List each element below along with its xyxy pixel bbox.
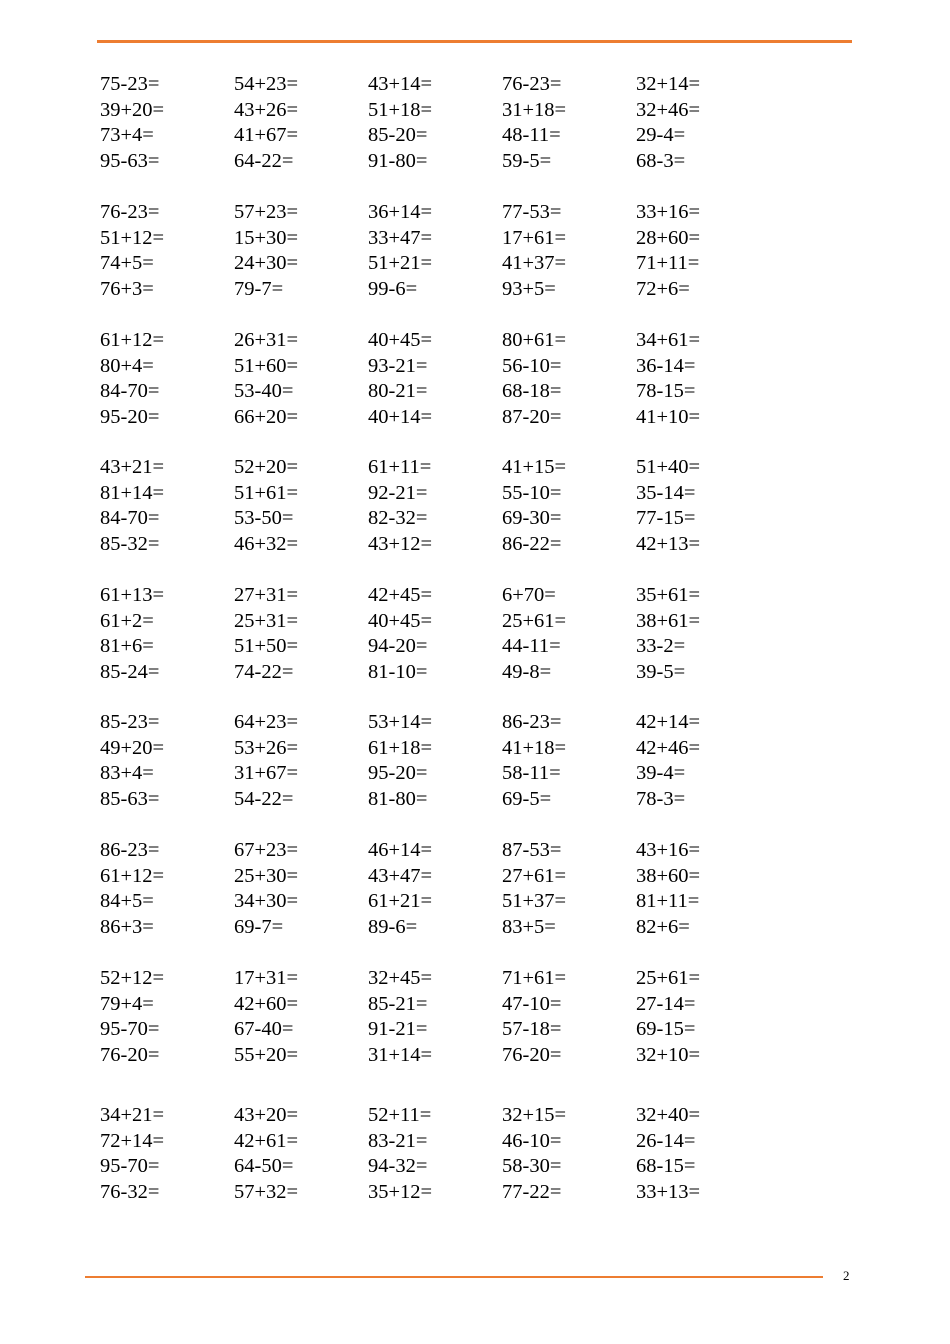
problem-row — [100, 1129, 800, 1155]
math-problem: 87-20= — [502, 405, 562, 428]
math-problem: 43+12= — [368, 532, 433, 555]
math-problem: 77-15= — [636, 507, 696, 529]
problem-row — [100, 864, 800, 890]
math-problem: 25+61= — [636, 967, 701, 989]
problem-row — [100, 992, 800, 1018]
math-problem: 91-80= — [368, 149, 428, 172]
problem-row — [100, 506, 800, 532]
problem-group — [100, 966, 800, 1068]
math-problem: 77-53= — [502, 201, 562, 223]
math-problem: 83-21= — [368, 1129, 428, 1152]
math-problem: 74-22= — [234, 660, 294, 683]
math-problem: 81+6= — [100, 635, 154, 657]
header-rule — [97, 40, 852, 43]
math-problem: 49+20= — [100, 736, 165, 759]
math-problem: 61+12= — [100, 864, 165, 887]
math-problem: 17+31= — [234, 967, 299, 989]
math-problem: 27+61= — [502, 864, 567, 887]
math-problem: 38+61= — [636, 609, 701, 632]
math-problem: 67-40= — [234, 1018, 294, 1040]
math-problem: 76-23= — [502, 73, 562, 95]
math-problem: 78-3= — [636, 787, 686, 810]
math-problem: 39-4= — [636, 762, 686, 784]
math-problem: 47-10= — [502, 992, 562, 1015]
math-problem: 31+67= — [234, 762, 299, 784]
math-problem: 85-32= — [100, 532, 160, 555]
math-problem: 80-21= — [368, 380, 428, 402]
math-problem: 72+6= — [636, 277, 690, 300]
math-problem: 36-14= — [636, 354, 696, 377]
math-problem: 35+12= — [368, 1180, 433, 1203]
math-problem: 25+61= — [502, 609, 567, 632]
math-problem: 81+11= — [636, 890, 700, 912]
math-problem: 99-6= — [368, 277, 418, 300]
math-problem: 34+61= — [636, 329, 701, 351]
footer-rule — [85, 1276, 823, 1278]
problem-row — [100, 889, 800, 915]
math-problem: 95-70= — [100, 1018, 160, 1040]
math-problem: 86-22= — [502, 532, 562, 555]
math-problem: 94-32= — [368, 1155, 428, 1177]
problem-row — [100, 838, 800, 864]
math-problem: 68-18= — [502, 380, 562, 402]
problem-row — [100, 710, 800, 736]
math-problem: 76+3= — [100, 277, 154, 300]
math-problem: 69-5= — [502, 787, 552, 810]
math-problem: 42+46= — [636, 736, 701, 759]
math-problem: 15+30= — [234, 226, 299, 249]
math-problem: 51+12= — [100, 226, 165, 249]
math-problem: 84-70= — [100, 380, 160, 402]
math-problem: 61+13= — [100, 584, 165, 606]
problem-row — [100, 609, 800, 635]
problem-row — [100, 1103, 800, 1129]
math-problem: 95-70= — [100, 1155, 160, 1177]
math-problem: 32+40= — [636, 1104, 701, 1126]
math-problem: 93-21= — [368, 354, 428, 377]
math-problem: 51+40= — [636, 456, 701, 478]
math-problem: 43+47= — [368, 864, 433, 887]
problem-row — [100, 761, 800, 787]
math-problem: 53-40= — [234, 380, 294, 402]
math-problem: 39+20= — [100, 98, 165, 121]
math-problem: 33-2= — [636, 635, 686, 657]
math-problem: 73+4= — [100, 124, 154, 146]
math-problem: 69-7= — [234, 915, 284, 938]
math-problem: 43+21= — [100, 456, 165, 478]
problem-row — [100, 1154, 800, 1180]
math-problem: 86+3= — [100, 915, 154, 938]
math-problem: 61+12= — [100, 329, 165, 351]
math-problem: 51+61= — [234, 481, 299, 504]
math-problem: 32+15= — [502, 1104, 567, 1126]
math-problem: 86-23= — [100, 839, 160, 861]
problem-row — [100, 455, 800, 481]
math-problem: 58-11= — [502, 762, 561, 784]
math-problem: 33+47= — [368, 226, 433, 249]
math-problem: 52+11= — [368, 1104, 432, 1126]
math-problem: 36+14= — [368, 201, 433, 223]
problem-row — [100, 966, 800, 992]
problem-row — [100, 915, 800, 941]
math-problem: 51+37= — [502, 890, 567, 912]
math-problem: 85-23= — [100, 711, 160, 733]
math-problem: 80+61= — [502, 329, 567, 351]
math-problem: 46+14= — [368, 839, 433, 861]
math-problem: 48-11= — [502, 124, 561, 146]
math-problem: 51+50= — [234, 635, 299, 657]
problem-group — [100, 710, 800, 812]
math-problem: 93+5= — [502, 277, 556, 300]
math-problem: 86-23= — [502, 711, 562, 733]
math-problem: 92-21= — [368, 481, 428, 504]
problem-row — [100, 736, 800, 762]
math-problem: 76-20= — [502, 1043, 562, 1066]
math-problem: 34+30= — [234, 890, 299, 912]
math-problem: 35+61= — [636, 584, 701, 606]
problem-row — [100, 405, 800, 431]
problem-row — [100, 354, 800, 380]
math-problem: 81+14= — [100, 481, 165, 504]
problem-row — [100, 481, 800, 507]
math-problem: 41+37= — [502, 252, 567, 274]
problem-row — [100, 149, 800, 175]
math-problem: 26+31= — [234, 329, 299, 351]
problem-row — [100, 1017, 800, 1043]
math-problem: 33+16= — [636, 201, 701, 223]
math-problem: 61+18= — [368, 736, 433, 759]
math-problem: 64+23= — [234, 711, 299, 733]
math-problem: 34+21= — [100, 1104, 165, 1126]
problem-row — [100, 583, 800, 609]
math-problem: 61+11= — [368, 456, 432, 478]
math-problem: 74+5= — [100, 252, 154, 274]
problem-row — [100, 98, 800, 124]
math-problem: 25+30= — [234, 864, 299, 887]
math-problem: 81-10= — [368, 660, 428, 683]
problem-row — [100, 1043, 800, 1069]
problem-group — [100, 838, 800, 940]
problem-row — [100, 277, 800, 303]
math-problem: 61+2= — [100, 609, 154, 632]
math-problem: 78-15= — [636, 380, 696, 402]
math-problem: 57-18= — [502, 1018, 562, 1040]
problem-row — [100, 1180, 800, 1206]
math-problem: 51+21= — [368, 252, 433, 274]
math-problem: 83+4= — [100, 762, 154, 784]
math-problem: 94-20= — [368, 635, 428, 657]
math-problem: 75-23= — [100, 73, 160, 95]
math-problem: 41+15= — [502, 456, 567, 478]
math-problem: 82+6= — [636, 915, 690, 938]
math-problem: 42+13= — [636, 532, 701, 555]
math-problem: 24+30= — [234, 252, 299, 274]
math-problem: 76-23= — [100, 201, 160, 223]
math-problem: 33+13= — [636, 1180, 701, 1203]
math-problem: 52+12= — [100, 967, 165, 989]
math-problem: 28+60= — [636, 226, 701, 249]
math-problem: 71+61= — [502, 967, 567, 989]
math-problem: 41+18= — [502, 736, 567, 759]
problem-row — [100, 328, 800, 354]
problem-row — [100, 123, 800, 149]
math-problem: 89-6= — [368, 915, 418, 938]
math-problem: 80+4= — [100, 354, 154, 377]
math-problem: 82-32= — [368, 507, 428, 529]
math-problem: 52+20= — [234, 456, 299, 478]
math-problem: 72+14= — [100, 1129, 165, 1152]
math-problem: 58-30= — [502, 1155, 562, 1177]
math-problem: 71+11= — [636, 252, 700, 274]
math-problem: 84-70= — [100, 507, 160, 529]
math-problem: 83+5= — [502, 915, 556, 938]
math-problem: 54-22= — [234, 787, 294, 810]
problem-row — [100, 251, 800, 277]
math-problem: 31+18= — [502, 98, 567, 121]
math-problem: 32+14= — [636, 73, 701, 95]
math-problem: 79+4= — [100, 992, 154, 1015]
math-problem: 51+18= — [368, 98, 433, 121]
math-problem: 53+14= — [368, 711, 433, 733]
math-problem: 42+60= — [234, 992, 299, 1015]
math-problem: 68-15= — [636, 1155, 696, 1177]
problem-row — [100, 532, 800, 558]
math-problem: 95-20= — [368, 762, 428, 784]
math-problem: 31+14= — [368, 1043, 433, 1066]
math-problem: 81-80= — [368, 787, 428, 810]
math-problem: 57+32= — [234, 1180, 299, 1203]
math-problem: 95-20= — [100, 405, 160, 428]
math-problem: 26-14= — [636, 1129, 696, 1152]
math-problem: 32+45= — [368, 967, 433, 989]
math-problem: 77-22= — [502, 1180, 562, 1203]
math-problem: 6+70= — [502, 584, 556, 606]
math-problem: 32+46= — [636, 98, 701, 121]
math-problem: 55+20= — [234, 1043, 299, 1066]
math-problem: 84+5= — [100, 890, 154, 912]
math-problem: 85-21= — [368, 992, 428, 1015]
math-problem: 64-50= — [234, 1155, 294, 1177]
math-problem: 95-63= — [100, 149, 160, 172]
problem-group — [100, 583, 800, 685]
math-problem: 91-21= — [368, 1018, 428, 1040]
math-problem: 43+20= — [234, 1104, 299, 1126]
math-problem: 27-14= — [636, 992, 696, 1015]
math-problem: 87-53= — [502, 839, 562, 861]
math-problem: 76-20= — [100, 1043, 160, 1066]
math-problem: 68-3= — [636, 149, 686, 172]
math-problem: 79-7= — [234, 277, 284, 300]
math-problem: 85-24= — [100, 660, 160, 683]
math-problem: 40+14= — [368, 405, 433, 428]
math-problem: 85-20= — [368, 124, 428, 146]
math-problem: 27+31= — [234, 584, 299, 606]
problem-row — [100, 72, 800, 98]
math-problem: 64-22= — [234, 149, 294, 172]
math-problem: 17+61= — [502, 226, 567, 249]
math-problem: 46+32= — [234, 532, 299, 555]
math-problem: 35-14= — [636, 481, 696, 504]
math-problem: 61+21= — [368, 890, 433, 912]
math-problem: 55-10= — [502, 481, 562, 504]
math-problem: 40+45= — [368, 609, 433, 632]
math-problem: 53+26= — [234, 736, 299, 759]
math-problem: 59-5= — [502, 149, 552, 172]
problem-row — [100, 634, 800, 660]
math-problem: 44-11= — [502, 635, 561, 657]
math-problem: 66+20= — [234, 405, 299, 428]
problem-group — [100, 72, 800, 174]
problem-row — [100, 379, 800, 405]
page-number: 2 — [843, 1268, 850, 1283]
problem-group — [100, 200, 800, 302]
math-problem: 43+26= — [234, 98, 299, 121]
math-problem: 41+10= — [636, 405, 701, 428]
math-problem: 46-10= — [502, 1129, 562, 1152]
math-problem: 41+67= — [234, 124, 299, 146]
math-problem: 51+60= — [234, 354, 299, 377]
problem-group — [100, 1103, 800, 1205]
problem-row — [100, 660, 800, 686]
math-problem: 42+14= — [636, 711, 701, 733]
math-problem: 32+10= — [636, 1043, 701, 1066]
math-problem: 54+23= — [234, 73, 299, 95]
math-problem: 76-32= — [100, 1180, 160, 1203]
problem-row — [100, 200, 800, 226]
problem-row — [100, 226, 800, 252]
math-problem: 69-15= — [636, 1018, 696, 1040]
problem-group — [100, 455, 800, 557]
math-problem: 49-8= — [502, 660, 552, 683]
math-problem: 25+31= — [234, 609, 299, 632]
math-problem: 57+23= — [234, 201, 299, 223]
math-problem: 69-30= — [502, 507, 562, 529]
math-problem: 40+45= — [368, 329, 433, 351]
math-problem: 85-63= — [100, 787, 160, 810]
problem-group — [100, 328, 800, 430]
problem-row — [100, 787, 800, 813]
math-problem: 67+23= — [234, 839, 299, 861]
math-problem: 39-5= — [636, 660, 686, 683]
math-problem: 53-50= — [234, 507, 294, 529]
math-problem: 43+16= — [636, 839, 701, 861]
math-problem: 38+60= — [636, 864, 701, 887]
math-problem: 29-4= — [636, 124, 686, 146]
math-problem: 43+14= — [368, 73, 433, 95]
math-problem: 56-10= — [502, 354, 562, 377]
math-problem: 42+45= — [368, 584, 433, 606]
math-problem: 42+61= — [234, 1129, 299, 1152]
